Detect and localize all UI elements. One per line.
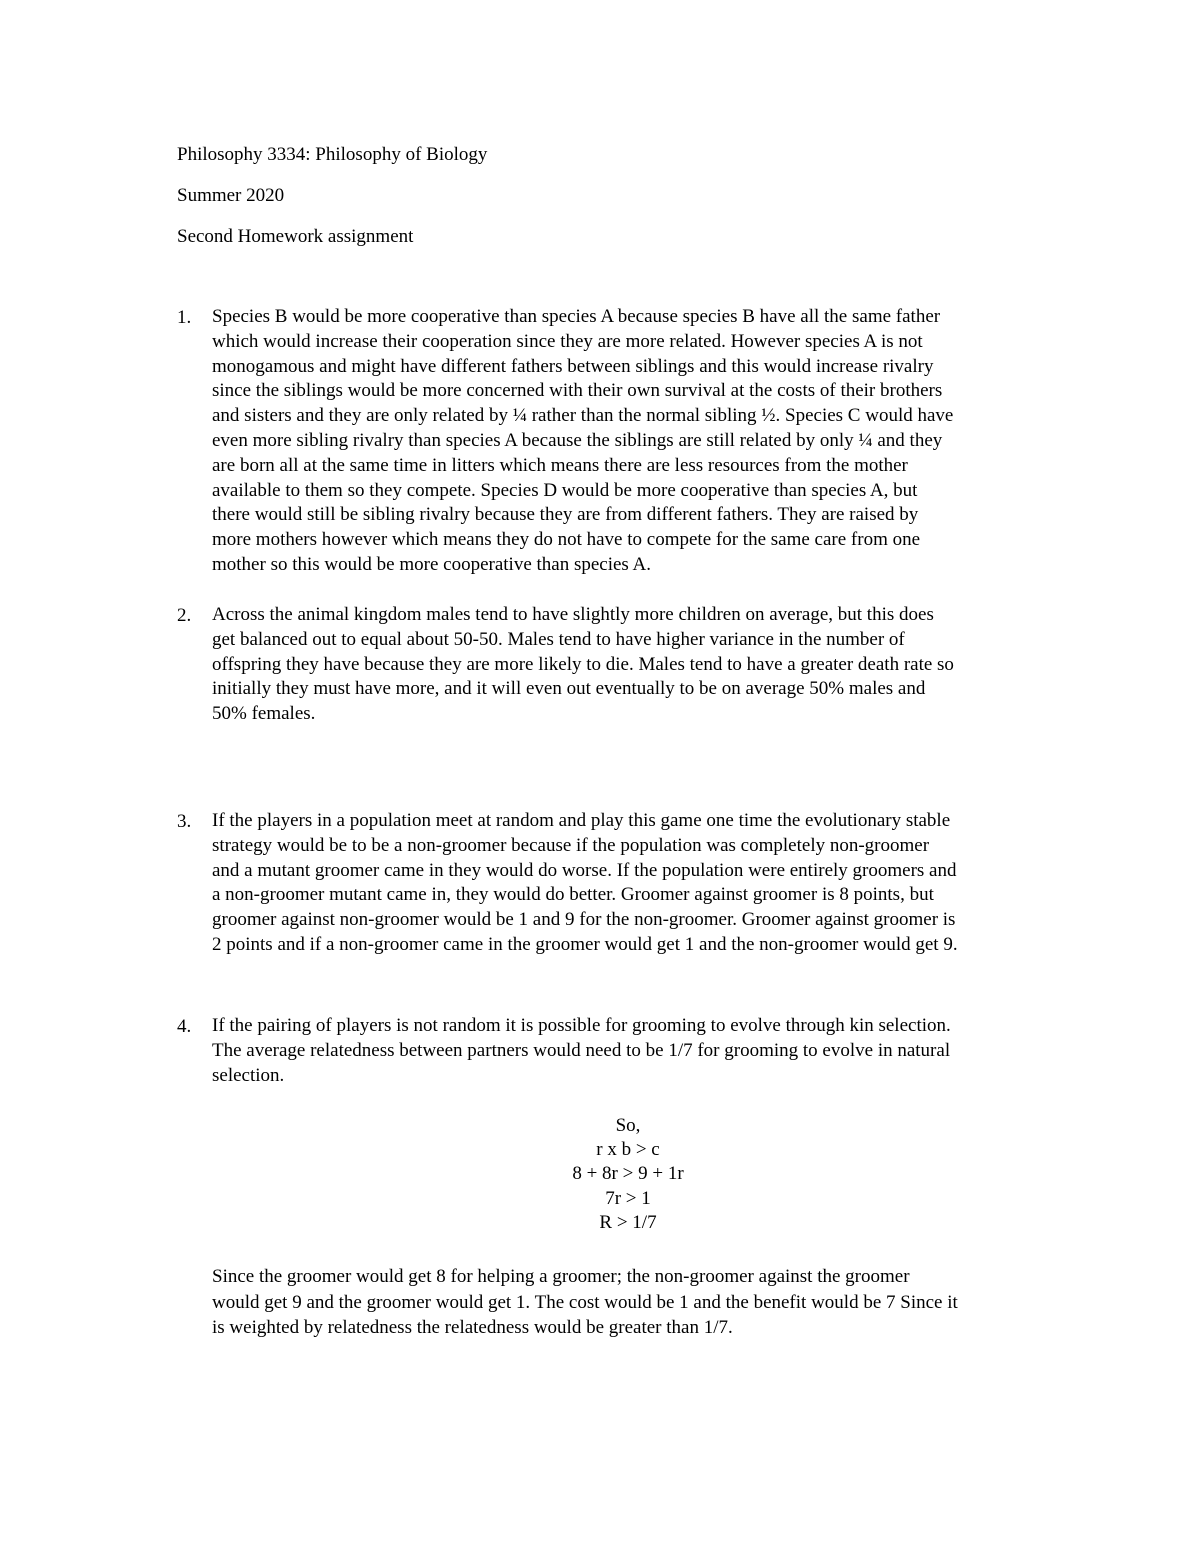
answer-line: The average relatedness between partners would need to be 1/7 for grooming to evolve in natural (212, 1039, 951, 1061)
answer-line: Species B would be more cooperative than species A because species B have all the same father (212, 306, 941, 327)
equation-line: r x b > c (596, 1139, 660, 1161)
answer-line: If the players in a population meet at random and play this game one time the evolutionary stable (212, 810, 951, 831)
answer-line: mother so this would be more cooperative than species A. (212, 553, 652, 575)
question-answer (212, 809, 1072, 958)
answer-line: there would still be sibling rivalry because they are from different fathers. They are raised by (212, 504, 919, 526)
answer-line: more mothers however which means they do not have to compete for the same care from one (212, 529, 921, 551)
term-label: Summer 2020 (177, 185, 285, 206)
question-answer (212, 1014, 1072, 1088)
question-answer (212, 305, 1072, 578)
answer-line: which would increase their cooperation since they are more related. However species A is not (212, 330, 923, 352)
answer-line: and sisters and they are only related by ¼ rather than the normal sibling ½. Species C would have (212, 405, 954, 427)
course-title: Philosophy 3334: Philosophy of Biology (177, 144, 488, 165)
equation-line: So, (615, 1115, 641, 1136)
question-number: 4. (177, 1016, 192, 1037)
answer-line: Across the animal kingdom males tend to have slightly more children on average, but this does (212, 604, 934, 625)
explanation-line: is weighted by relatedness the relatedness would be greater than 1/7. (212, 1317, 733, 1338)
question-number: 3. (177, 811, 192, 832)
answer-line: monogamous and might have different fathers between siblings and this would increase rivalry (212, 355, 934, 377)
explanation-line: Since the groomer would get 8 for helping a groomer; the non-groomer against the groomer (212, 1266, 910, 1287)
answer-line: groomer against non-groomer would be 1 and 9 for the non-groomer. Groomer against groomer is (212, 909, 956, 931)
explanation-paragraph (212, 1264, 1072, 1341)
answer-line: since the siblings would be more concerned with their own survival at the costs of their brothers (212, 380, 943, 402)
equation-line: R > 1/7 (599, 1211, 657, 1233)
answer-line: If the pairing of players is not random it is possible for grooming to evolve through kin selection. (212, 1015, 951, 1036)
explanation-line: would get 9 and the groomer would get 1. The cost would be 1 and the benefit would be 7 Since it (212, 1291, 958, 1313)
answer-line: available to them so they compete. Species D would be more cooperative than species A, but (212, 479, 918, 501)
equation-block (0, 1114, 1200, 1235)
answer-line: are born all at the same time in litters which means there are less resources from the mother (212, 454, 908, 476)
question-number: 1. (177, 307, 192, 328)
question-answer (212, 603, 1072, 727)
equation-line: 7r > 1 (605, 1187, 651, 1209)
answer-line: selection. (212, 1064, 285, 1086)
answer-line: a non-groomer mutant came in, they would do better. Groomer against groomer is 8 points, but (212, 884, 934, 906)
assignment-title: Second Homework assignment (177, 226, 414, 247)
answer-line: 50% females. (212, 703, 316, 725)
answer-line: even more sibling rivalry than species A because the siblings are still related by only ¼ and they (212, 429, 943, 451)
equation-line: 8 + 8r > 9 + 1r (572, 1163, 684, 1185)
answer-line: strategy would be to be a non-groomer because if the population was completely non-groomer (212, 834, 930, 856)
answer-line: offspring they have because they are more likely to die. Males tend to have a greater death rate so (212, 653, 954, 675)
answer-line: 2 points and if a non-groomer came in the groomer would get 1 and the non-groomer would get 9. (212, 933, 958, 955)
answer-line: initially they must have more, and it will even out eventually to be on average 50% males and (212, 678, 926, 700)
answer-line: and a mutant groomer came in they would do worse. If the population were entirely groomers and (212, 859, 957, 881)
answer-line: get balanced out to equal about 50-50. Males tend to have higher variance in the number of (212, 628, 905, 650)
question-number: 2. (177, 605, 192, 626)
